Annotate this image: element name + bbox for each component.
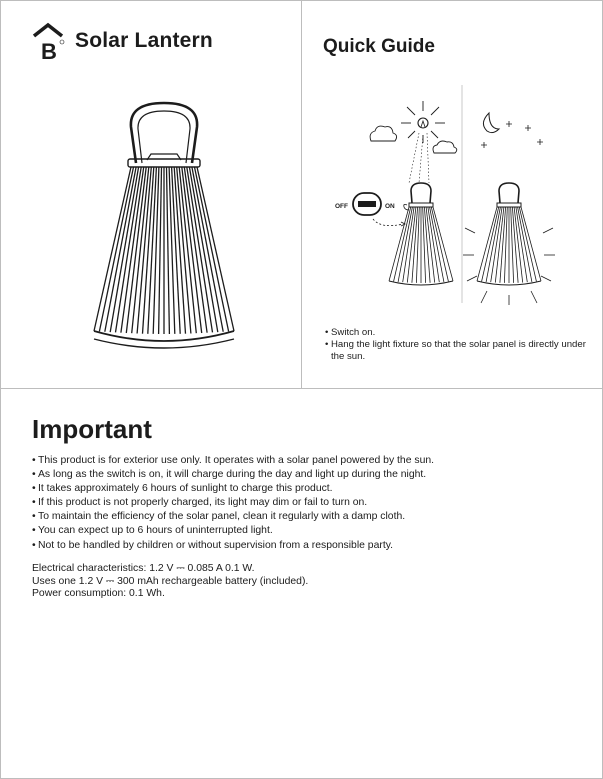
list-item: • It takes approximately 6 hours of sunlight to charge this product. [32,482,572,496]
list-item: • Switch on. [325,327,587,339]
list-item: • This product is for exterior use only. It operates with a solar panel powered by the sun. [32,454,572,468]
brand-logo-icon [31,21,67,61]
quick-guide-illustration [321,83,561,308]
cloud-icon [370,126,397,141]
list-item: • Hang the light fixture so that the solar panel is directly under the sun. [325,339,587,363]
important-title: Important [32,414,152,444]
electrical-specs [32,563,308,601]
list-item: • As long as the switch is on, it will charge during the day and light up during the night. [32,468,572,482]
switch-on-label: ON [385,203,395,210]
cloud-icon [433,141,457,153]
lantern-illustration [79,99,249,349]
battery-info: Uses one 1.2 V ⎓ 300 mAh rechargeable battery (included). [32,575,309,587]
important-list [32,454,572,553]
electrical-characteristics: Electrical characteristics: 1.2 V ⎓ 0.085 A 0.1 W. [32,563,255,574]
vertical-divider [301,1,302,388]
list-item: • If this product is not properly charged, its light may dim or fail to turn on. [32,496,572,510]
product-title: Solar Lantern [75,29,213,52]
brand-header [31,21,213,61]
power-consumption: Power consumption: 0.1 Wh. [32,588,165,599]
list-item: • You can expect up to 6 hours of uninterrupted light. [32,524,572,538]
switch-off-label: OFF [335,203,348,210]
quick-guide-title: Quick Guide [323,36,435,57]
moon-icon [483,113,499,133]
list-item: • Not to be handled by children or without supervision from a responsible party. [32,539,572,553]
list-item: • To maintain the efficiency of the solar panel, clean it regularly with a damp cloth. [32,510,572,524]
brand-logo-letter: B [41,39,57,61]
stars-icon [481,121,543,148]
horizontal-divider [1,388,602,389]
quick-guide-steps [325,327,587,363]
